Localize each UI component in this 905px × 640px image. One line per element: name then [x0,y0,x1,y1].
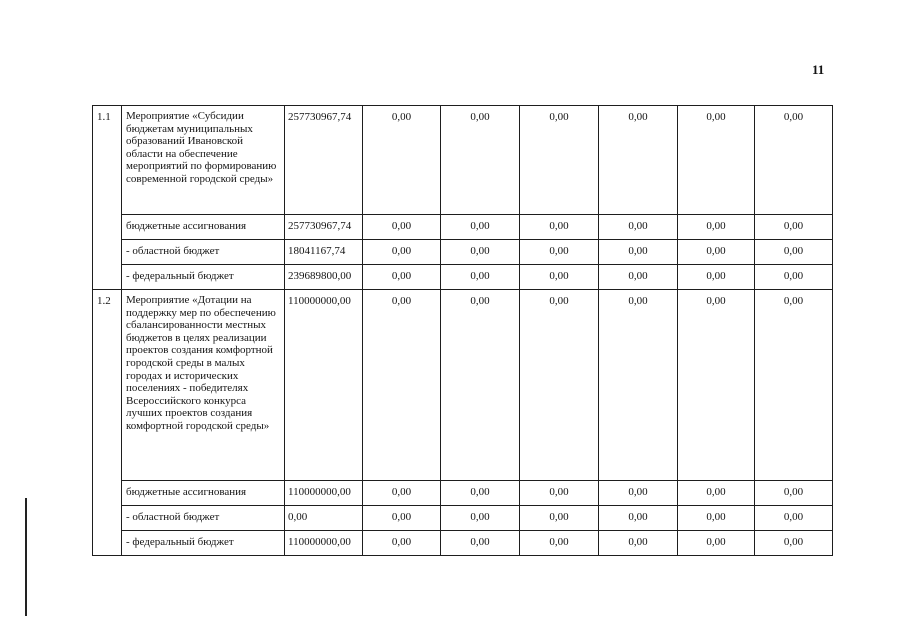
measure-row [93,290,833,481]
amount-cell: 0,00 [363,215,441,240]
budget-table [92,105,833,556]
amount-cell: 0,00 [678,531,755,556]
budget-source-label: бюджетные ассигнования [122,215,285,240]
amount-cell: 0,00 [599,215,678,240]
amount-cell: 0,00 [755,106,833,215]
amount-cell: 0,00 [599,506,678,531]
amount-cell: 0,00 [520,290,599,481]
budget-source-row [93,215,833,240]
amount-cell: 0,00 [441,290,520,481]
amount-cell: 0,00 [520,215,599,240]
amount-cell: 0,00 [599,106,678,215]
amount-cell: 0,00 [755,215,833,240]
amount-cell: 0,00 [755,506,833,531]
budget-source-row [93,531,833,556]
amount-cell: 0,00 [363,240,441,265]
amount-cell: 0,00 [520,240,599,265]
budget-source-row [93,506,833,531]
amount-cell: 0,00 [441,215,520,240]
row-index: 1.2 [93,290,122,556]
amount-cell: 0,00 [520,265,599,290]
budget-source-label: - федеральный бюджет [122,531,285,556]
amount-cell: 0,00 [441,240,520,265]
amount-cell: 0,00 [520,531,599,556]
amount-cell: 0,00 [678,106,755,215]
amount-cell: 0,00 [755,481,833,506]
amount-total-cell: 110000000,00 [285,531,363,556]
amount-cell: 0,00 [678,481,755,506]
amount-total-cell: 257730967,74 [285,215,363,240]
budget-source-label: - областной бюджет [122,240,285,265]
amount-cell: 0,00 [678,265,755,290]
scan-margin-line [25,498,27,616]
amount-cell: 0,00 [678,506,755,531]
amount-cell: 0,00 [678,290,755,481]
amount-cell: 0,00 [520,106,599,215]
measure-description: Мероприятие «Субсидии бюджетам муниципальных образований Ивановской области на обеспечение мероприятий по формированию современной городской среды» [122,106,285,215]
amount-cell: 0,00 [441,531,520,556]
amount-total-cell: 239689800,00 [285,265,363,290]
budget-source-label: - федеральный бюджет [122,265,285,290]
amount-total-cell: 0,00 [285,506,363,531]
page-number: 11 [812,62,825,77]
budget-source-row [93,240,833,265]
budget-source-label: бюджетные ассигнования [122,481,285,506]
budget-source-row [93,265,833,290]
amount-total-cell: 110000000,00 [285,481,363,506]
amount-cell: 0,00 [599,481,678,506]
amount-cell: 0,00 [755,265,833,290]
amount-cell: 0,00 [520,481,599,506]
amount-cell: 0,00 [441,481,520,506]
amount-cell: 0,00 [363,106,441,215]
amount-cell: 0,00 [363,531,441,556]
amount-total-cell: 110000000,00 [285,290,363,481]
amount-total-cell: 18041167,74 [285,240,363,265]
amount-cell: 0,00 [599,531,678,556]
amount-cell: 0,00 [363,481,441,506]
amount-cell: 0,00 [755,240,833,265]
amount-cell: 0,00 [441,265,520,290]
amount-cell: 0,00 [599,240,678,265]
amount-cell: 0,00 [520,506,599,531]
amount-cell: 0,00 [441,506,520,531]
measure-description: Мероприятие «Дотации на поддержку мер по обеспечению сбалансированности местных бюджетов в целях реализации проектов создания комфортной городской среды в малых городах и исторических поселениях - победителях Всероссийского конкурса лучших проектов создания комфортной городской среды» [122,290,285,481]
amount-cell: 0,00 [755,531,833,556]
amount-cell: 0,00 [599,290,678,481]
budget-source-label: - областной бюджет [122,506,285,531]
amount-cell: 0,00 [363,290,441,481]
measure-row [93,106,833,215]
amount-cell: 0,00 [363,265,441,290]
amount-cell: 0,00 [678,215,755,240]
amount-cell: 0,00 [599,265,678,290]
amount-cell: 0,00 [755,290,833,481]
row-index: 1.1 [93,106,122,290]
budget-source-row [93,481,833,506]
amount-total-cell: 257730967,74 [285,106,363,215]
amount-cell: 0,00 [363,506,441,531]
amount-cell: 0,00 [678,240,755,265]
amount-cell: 0,00 [441,106,520,215]
